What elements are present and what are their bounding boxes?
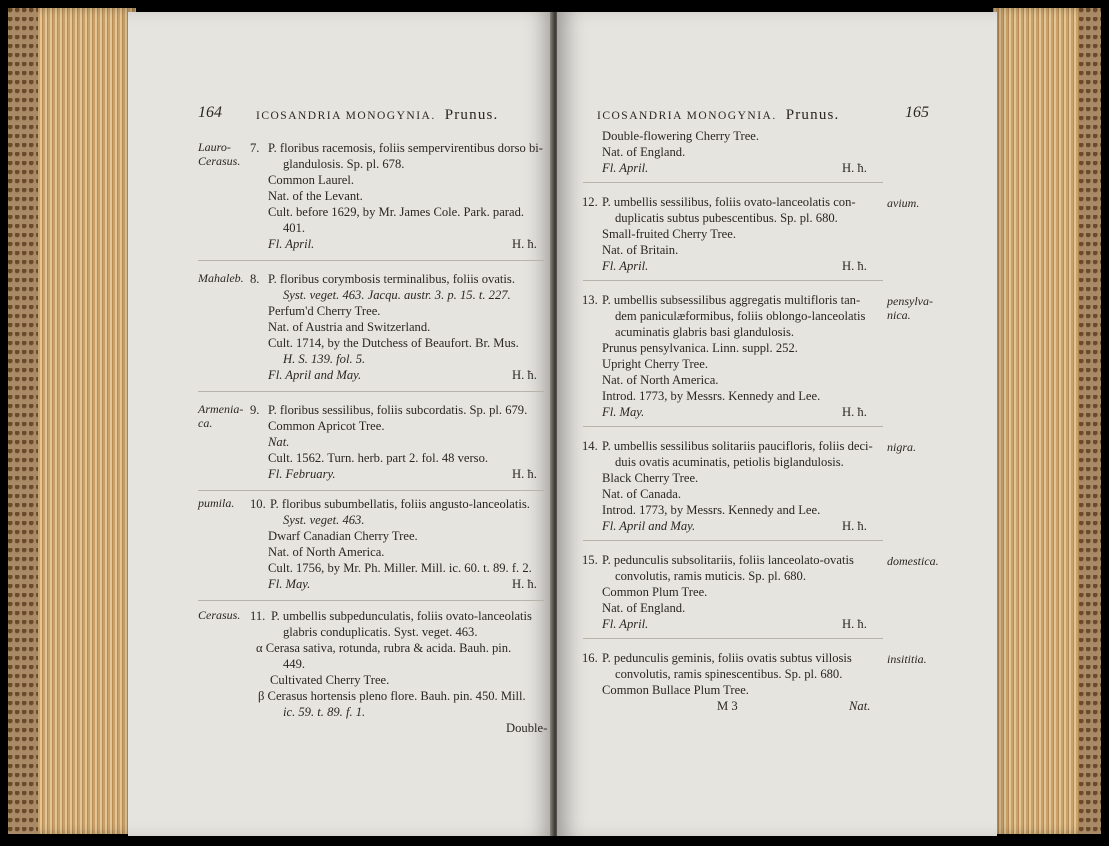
entry-line: convolutis, ramis muticis. Sp. pl. 680. (615, 569, 807, 583)
entry-line: P. umbellis subsessilibus aggregatis multifloris tan- (602, 293, 861, 307)
entry-line: β Cerasus hortensis pleno flore. Bauh. pin. 450. Mill. (258, 689, 526, 703)
flowering: Fl. April. (602, 617, 649, 631)
entry-line: H. S. 139. fol. 5. (283, 352, 366, 366)
species-sidenote: domestica. (887, 554, 939, 568)
entry-line: convolutis, ramis spinescentibus. Sp. pl. 680. (615, 667, 843, 681)
entry-line: Syst. veget. 463. (283, 513, 365, 527)
entry-line: P. pedunculis geminis, foliis ovatis subtus villosis (602, 651, 852, 665)
entry-line: Cult. 1562. Turn. herb. part 2. fol. 48 verso. (268, 451, 489, 465)
entry-line: P. umbellis subpedunculatis, foliis ovato-lanceolatis (271, 609, 532, 623)
habit: H. ħ. (842, 259, 867, 273)
entry-line: Small-fruited Cherry Tree. (602, 227, 736, 241)
habit: H. ħ. (512, 237, 537, 251)
divider (583, 182, 883, 183)
entry-line: P. floribus corymbosis terminalibus, foliis ovatis. (268, 272, 515, 286)
divider (198, 600, 544, 601)
catchword: Double- (506, 721, 548, 735)
species-sidenote: Mahaleb. (198, 271, 244, 285)
habit: H. ħ. (512, 467, 537, 481)
entry-line: α Cerasa sativa, rotunda, rubra & acida. Bauh. pin. (256, 641, 512, 655)
flowering: Fl. April. (602, 259, 649, 273)
flowering: Fl. April and May. (602, 519, 696, 533)
species-sidenote: avium. (887, 196, 920, 210)
flowering: Fl. April. (268, 237, 315, 251)
entry-line: 401. (283, 221, 306, 235)
entry-line: Nat. of North America. (602, 373, 719, 387)
entry-line: Dwarf Canadian Cherry Tree. (268, 529, 418, 543)
signature-mark: M 3 (717, 699, 738, 713)
right-page (557, 12, 997, 836)
species-number: 16. (582, 651, 598, 665)
entry-line: duis ovatis acuminatis, petiolis biglandulosis. (615, 455, 844, 469)
divider (198, 391, 544, 392)
entry-line: Prunus pensylvanica. Linn. suppl. 252. (602, 341, 798, 355)
entry-line: Cult. 1756, by Mr. Ph. Miller. Mill. ic. 60. t. 89. f. 2. (268, 561, 532, 575)
flowering: Fl. April and May. (268, 368, 362, 382)
species-sidenote: Lauro- Cerasus. (198, 140, 241, 168)
flowering: Fl. April. (602, 161, 649, 175)
catchword: Nat. (849, 699, 871, 713)
entry-line: Nat. of Canada. (602, 487, 682, 501)
habit: H. ħ. (512, 577, 537, 591)
divider (583, 638, 883, 639)
species-sidenote: pensylva- nica. (887, 294, 933, 322)
entry-line: P. umbellis sessilibus solitariis paucifloris, foliis deci- (602, 439, 873, 453)
divider (583, 280, 883, 281)
species-number: 7. (250, 141, 260, 155)
species-sidenote: Cerasus. (198, 608, 241, 622)
entry-line: Common Bullace Plum Tree. (602, 683, 749, 697)
entry-line: P. pedunculis subsolitariis, foliis lanceolato-ovatis (602, 553, 854, 567)
entry-line: acuminatis glabris basi glandulosis. (615, 325, 795, 339)
entry-line: ic. 59. t. 89. f. 1. (283, 705, 366, 719)
entry-line: Nat. (268, 435, 290, 449)
habit: H. ħ. (512, 368, 537, 382)
entry-line: Introd. 1773, by Messrs. Kennedy and Lee. (602, 503, 821, 517)
flowering: Fl. May. (268, 577, 311, 591)
entry-line: Upright Cherry Tree. (602, 357, 708, 371)
habit: H. ħ. (842, 617, 867, 631)
species-number: 9. (250, 403, 260, 417)
page-number: 164 (198, 104, 222, 121)
running-header (256, 107, 499, 124)
species-number: 11. (250, 609, 266, 623)
page-number: 165 (905, 104, 929, 121)
entry-line: Cultivated Cherry Tree. (270, 673, 390, 687)
species-number: 13. (582, 293, 598, 307)
entry-line: P. umbellis sessilibus, foliis ovato-lanceolatis con- (602, 195, 856, 209)
header-title: ICOSANDRIA MONOGYNIA. (256, 110, 436, 122)
species-number: 10. (250, 497, 266, 511)
entry-line: P. floribus subumbellatis, foliis angusto-lanceolatis. (270, 497, 530, 511)
right-page-edges (993, 8, 1101, 834)
entry-line: Perfum'd Cherry Tree. (268, 304, 381, 318)
entry-line: Nat. of England. (602, 601, 686, 615)
entry-line: glabris conduplicatis. Syst. veget. 463. (283, 625, 478, 639)
flowering: Fl. May. (602, 405, 645, 419)
entry-line: Nat. of Austria and Switzerland. (268, 320, 431, 334)
species-sidenote: Armenia- ca. (198, 402, 244, 430)
entry-line: Cult. before 1629, by Mr. James Cole. Park. parad. (268, 205, 525, 219)
species-number: 12. (582, 195, 598, 209)
entry-line: Common Apricot Tree. (268, 419, 385, 433)
species-number: 8. (250, 272, 260, 286)
species-number: 14. (582, 439, 598, 453)
entry-line: 449. (283, 657, 306, 671)
entry-line: dem paniculæformibus, foliis oblongo-lanceolatis (615, 309, 866, 323)
species-sidenote: nigra. (887, 440, 917, 454)
entry-line: Cult. 1714, by the Dutchess of Beaufort. Br. Mus. (268, 336, 519, 350)
habit: H. ħ. (842, 161, 867, 175)
header-title: ICOSANDRIA MONOGYNIA. (597, 110, 777, 122)
entry-line: Nat. of North America. (268, 545, 385, 559)
entry-line: P. floribus sessilibus, foliis subcordatis. Sp. pl. 679. (268, 403, 528, 417)
divider (583, 426, 883, 427)
header-genus: Prunus. (444, 107, 499, 123)
entry-line: Common Plum Tree. (602, 585, 708, 599)
entry-line: Nat. of Britain. (602, 243, 679, 257)
entry-line: P. floribus racemosis, foliis sempervirentibus dorso bi- (268, 141, 543, 155)
divider (198, 490, 544, 491)
left-page-edges (8, 8, 136, 834)
entry-line: Double-flowering Cherry Tree. (602, 129, 760, 143)
habit: H. ħ. (842, 405, 867, 419)
habit: H. ħ. (842, 519, 867, 533)
entry-line: Introd. 1773, by Messrs. Kennedy and Lee. (602, 389, 821, 403)
flowering: Fl. February. (268, 467, 336, 481)
running-header (597, 107, 840, 124)
left-page (128, 12, 554, 836)
entry-line: Syst. veget. 463. Jacqu. austr. 3. p. 15. t. 227. (283, 288, 511, 302)
species-number: 15. (582, 553, 598, 567)
species-sidenote: pumila. (198, 496, 235, 510)
entry-line: duplicatis subtus pubescentibus. Sp. pl. 680. (615, 211, 838, 225)
entry-line: glandulosis. Sp. pl. 678. (283, 157, 405, 171)
divider (198, 260, 544, 261)
entry-line: Common Laurel. (268, 173, 355, 187)
entry-line: Black Cherry Tree. (602, 471, 699, 485)
header-genus: Prunus. (785, 107, 840, 123)
species-sidenote: insititia. (887, 652, 927, 666)
entry-line: Nat. of the Levant. (268, 189, 363, 203)
divider (583, 540, 883, 541)
entry-line: Nat. of England. (602, 145, 686, 159)
